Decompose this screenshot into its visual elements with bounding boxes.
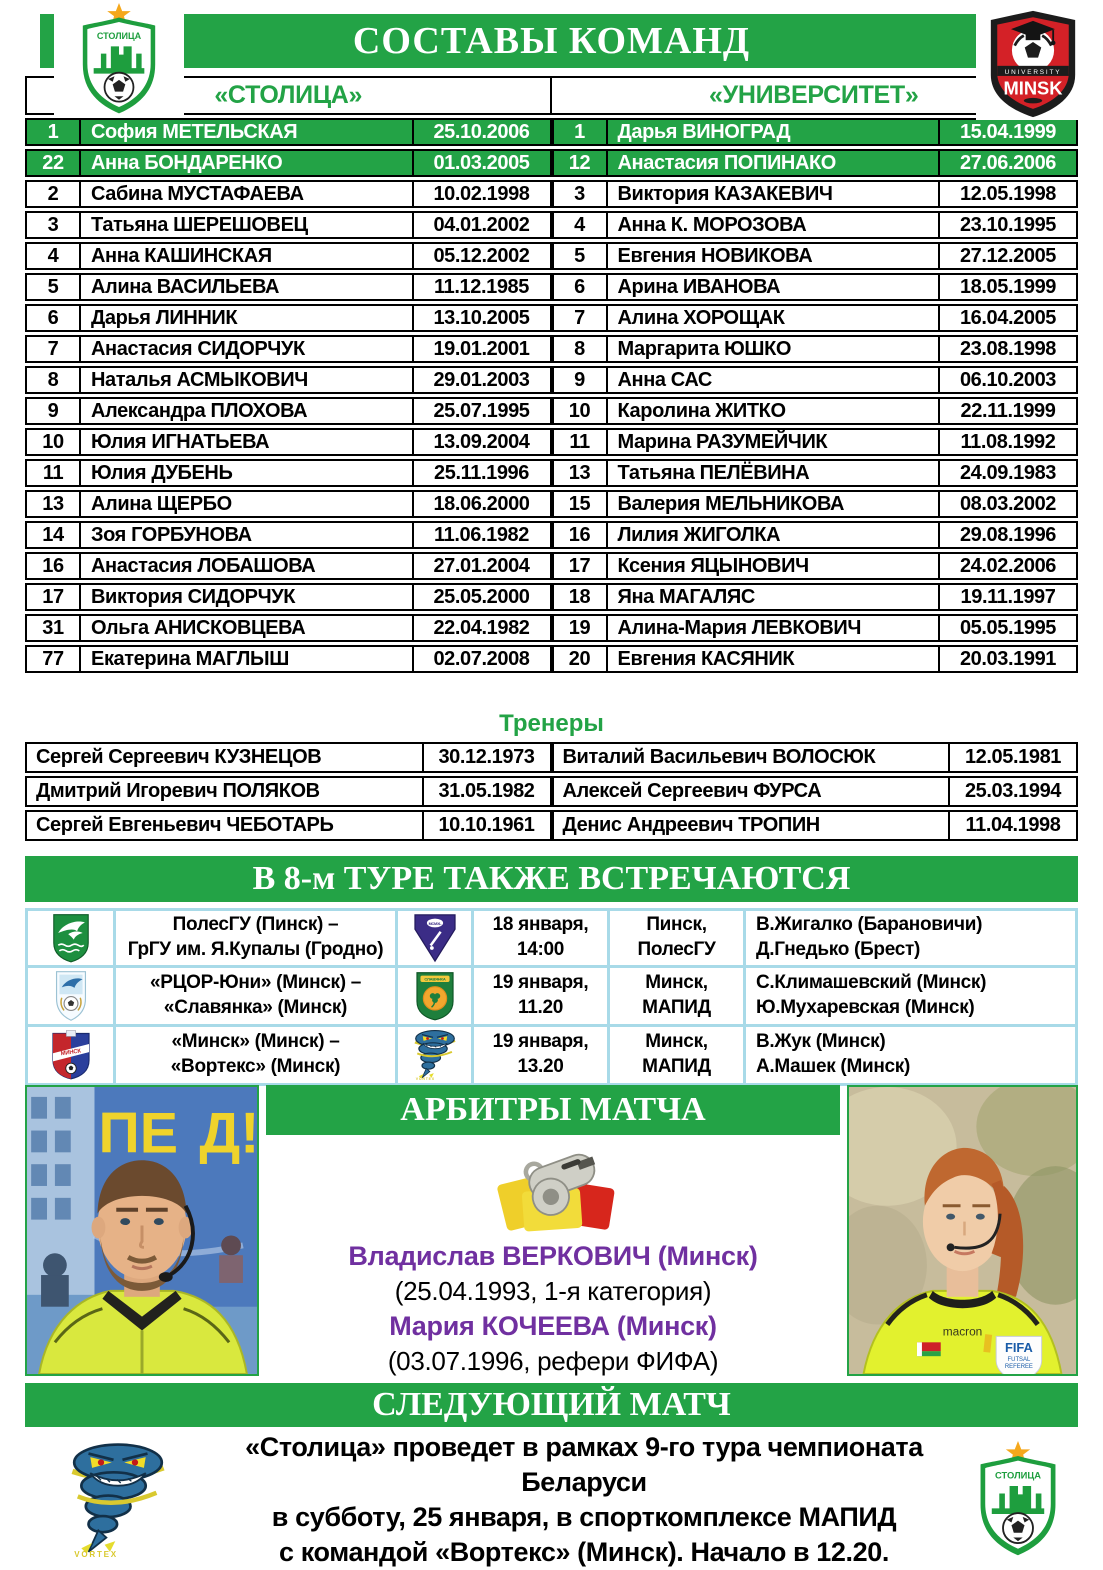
match-away-logo [397,967,473,1026]
player-number: 7 [574,306,585,329]
player-name: Ксения ЯЦЫНОВИЧ [606,554,939,578]
fc-minsk-logo [50,1030,92,1080]
player-dob: 25.07.1995 [412,399,550,423]
player-name: Екатерина МАГЛЫШ [79,647,412,671]
match-teams [115,1026,397,1085]
vortex-logo [25,1441,210,1559]
next-match-section [25,1430,1078,1570]
player-row [552,211,1079,239]
referee-photo-female [847,1085,1078,1376]
player-number: 20 [568,647,591,670]
player-number: 31 [42,616,64,639]
player-row [25,242,552,270]
player-row [25,583,552,611]
player-dob: 06.10.2003 [938,368,1076,392]
match-away-logo [397,910,473,967]
next-match-line-1: «Столица» проведет в рамках 9-го тура чемпионата Беларуси [245,1432,923,1497]
player-dob: 23.10.1995 [938,213,1076,237]
player-number: 22 [42,151,64,174]
player-name: Евгения НОВИКОВА [606,244,939,268]
player-number: 19 [568,616,591,639]
player-name: Анна К. МОРОЗОВА [606,213,939,237]
player-number: 17 [42,585,64,608]
match-home-logo [27,1026,115,1085]
match-referees-line: В.Жигалко (Барановичи) [756,914,983,936]
player-row [552,118,1079,146]
player-dob: 16.04.2005 [938,306,1076,330]
match-venue-line: Минск, [645,1031,708,1053]
player-name: Татьяна ПЕЛЁВИНА [606,461,939,485]
roster-left [25,118,552,673]
coach-name: Дмитрий Игоревич ПОЛЯКОВ [36,780,320,802]
player-row [552,428,1079,456]
match-row [27,1026,1077,1085]
slavyanka-logo [414,971,456,1021]
arbiters-section [25,1085,1078,1377]
player-number: 1 [47,120,59,143]
player-dob: 19.01.2001 [412,337,550,361]
match-venue-line: Пинск, [646,914,707,936]
player-number: 77 [42,647,64,670]
referee1-name: Владислав ВЕРКОВИЧ (Минск) [348,1241,758,1271]
grgu-kupaly-logo [412,913,458,963]
player-dob: 24.09.1983 [938,461,1076,485]
player-name: Анастасия ПОПИНАКО [606,151,939,175]
player-dob: 11.08.1992 [938,430,1076,454]
match-venue-line: МАПИД [642,1056,711,1077]
team-rosters-section [25,76,1078,673]
vortex-crest-icon [43,1441,193,1559]
match-teams-line: ГрГУ им. Я.Купалы (Гродно) [127,939,384,960]
player-dob: 11.12.1985 [412,275,550,299]
player-row [552,242,1079,270]
coach-dob: 12.05.1981 [948,744,1076,771]
player-dob: 18.06.2000 [412,492,550,516]
coach-name: Денис Андреевич ТРОПИН [562,814,820,836]
fc-stolitsa-logo [54,2,184,118]
player-dob: 05.05.1995 [938,616,1076,640]
player-row [552,614,1079,642]
match-teams-line: «Минск» (Минск) – [171,1031,340,1053]
player-number: 13 [42,492,64,515]
coach-row [25,810,552,841]
player-dob: 29.08.1996 [938,523,1076,547]
fc-stolitsa-logo-bottom [958,1441,1078,1559]
player-name: Каролина ЖИТКО [606,399,939,423]
player-dob: 05.12.2002 [412,244,550,268]
player-row [552,273,1079,301]
match-away-logo [397,1026,473,1085]
player-number: 4 [47,244,59,267]
coach-row [552,810,1079,841]
player-dob: 19.11.1997 [938,585,1076,609]
player-number: 16 [568,523,591,546]
coach-name: Алексей Сергеевич ФУРСА [562,780,822,802]
player-row [552,304,1079,332]
match-teams-line: «Славянка» (Минск) [163,997,348,1018]
page-title: СОСТАВЫ КОМАНД [40,14,1063,68]
match-teams-line: «Вортекс» (Минск) [170,1056,341,1077]
player-dob: 25.11.1996 [412,461,550,485]
match-venue-line: ПолесГУ [637,939,716,960]
player-number: 10 [568,399,591,422]
player-row [552,180,1079,208]
player-dob: 10.02.1998 [412,182,550,206]
match-datetime [473,1026,609,1085]
player-number: 2 [47,182,59,205]
player-row [552,397,1079,425]
player-row [25,490,552,518]
player-number: 11 [42,461,64,484]
match-referees [745,967,1077,1026]
player-row [25,428,552,456]
next-match-banner: СЛЕДУЮЩИЙ МАТЧ [25,1383,1078,1427]
player-row [25,397,552,425]
coach-dob: 30.12.1973 [422,744,550,771]
university-minsk-crest-icon [986,9,1080,119]
coach-row [552,776,1079,807]
whistle-cards-icon [468,1137,638,1237]
coaches-right [552,742,1079,841]
rcor-uni-logo [53,970,89,1022]
player-dob: 18.05.1999 [938,275,1076,299]
player-name: Анна САС [606,368,939,392]
player-row [552,583,1079,611]
player-dob: 08.03.2002 [938,492,1076,516]
female-referee-portrait-icon [849,1087,1076,1374]
male-referee-portrait-icon [27,1087,257,1374]
player-name: Евгения КАСЯНИК [606,647,939,671]
player-number: 3 [47,213,59,236]
player-row [25,645,552,673]
player-number: 9 [47,399,59,422]
player-row [552,149,1079,177]
player-name: Алина-Мария ЛЕВКОВИЧ [606,616,939,640]
player-number: 11 [569,430,590,453]
player-name: Виктория СИДОРЧУК [79,585,412,609]
player-row [25,521,552,549]
other-matches-table [25,908,1078,1086]
player-name: Александра ПЛОХОВА [79,399,412,423]
player-dob: 22.11.1999 [938,399,1076,423]
player-name: Маргарита ЮШКО [606,337,939,361]
player-number: 14 [42,523,64,546]
coach-dob: 31.05.1982 [422,778,550,805]
player-number: 6 [574,275,585,298]
match-datetime-line: 11.20 [518,997,563,1018]
player-number: 7 [47,337,59,360]
player-dob: 13.10.2005 [412,306,550,330]
player-name: Алина ЩЕРБО [79,492,412,516]
player-number: 8 [47,368,59,391]
player-number: 3 [574,182,585,205]
match-referees-line: Д.Гнедько (Брест) [756,939,921,960]
coach-dob: 25.03.1994 [948,778,1076,805]
match-venue [609,1026,745,1085]
player-name: Валерия МЕЛЬНИКОВА [606,492,939,516]
player-number: 10 [42,430,64,453]
match-row [27,967,1077,1026]
next-match-line-3: с командой «Вортекс» (Минск). Начало в 12.20. [279,1537,889,1567]
player-number: 9 [574,368,585,391]
coach-dob: 10.10.1961 [422,812,550,839]
next-match-line-2: в субботу, 25 января, в спорткомплексе МАПИД [271,1502,897,1532]
player-number: 16 [42,554,64,577]
coach-dob: 11.04.1998 [948,812,1076,839]
player-name: Марина РАЗУМЕЙЧИК [606,430,939,454]
polesgu-logo [51,913,91,963]
match-venue [609,910,745,967]
player-row [25,118,552,146]
coaches-left [25,742,552,841]
player-dob: 24.02.2006 [938,554,1076,578]
player-name: Анастасия ЛОБАШОВА [79,554,412,578]
coaches-section [25,742,1078,841]
match-referees-line: С.Климашевский (Минск) [756,972,987,994]
vortex-logo [412,1029,458,1081]
player-number: 12 [568,151,591,174]
match-home-logo [27,910,115,967]
university-minsk-logo [976,8,1090,120]
player-name: Арина ИВАНОВА [606,275,939,299]
coach-row [552,742,1079,773]
player-name: Юлия ИГНАТЬЕВА [79,430,412,454]
player-dob: 27.01.2004 [412,554,550,578]
player-row [25,211,552,239]
player-row [25,614,552,642]
coach-name: Сергей Сергеевич КУЗНЕЦОВ [36,746,322,768]
match-referees-line: Ю.Мухаревская (Минск) [756,997,975,1018]
team-name-left: «СТОЛИЦА» [25,76,552,115]
player-name: Татьяна ШЕРЕШОВЕЦ [79,213,412,237]
match-referees-line: А.Машек (Минск) [756,1056,911,1077]
referee2-info: (03.07.1996, рефери ФИФА) [387,1346,719,1376]
player-name: Анна БОНДАРЕНКО [79,151,412,175]
coach-row [25,776,552,807]
player-dob: 12.05.1998 [938,182,1076,206]
player-number: 17 [568,554,591,577]
match-teams-line: ПолесГУ (Пинск) – [172,914,339,936]
match-datetime [473,910,609,967]
player-dob: 27.06.2006 [938,151,1076,175]
player-dob: 27.12.2005 [938,244,1076,268]
coach-name: Виталий Васильевич ВОЛОСЮК [562,746,876,768]
fc-stolitsa-crest-icon [968,1441,1068,1559]
player-name: Анна КАШИНСКАЯ [79,244,412,268]
match-venue [609,967,745,1026]
player-dob: 20.03.1991 [938,647,1076,671]
match-teams-line: «РЦОР-Юни» (Минск) – [149,972,362,994]
player-name: Ольга АНИСКОВЦЕВА [79,616,412,640]
player-row [25,273,552,301]
tour-banner: В 8-м ТУРЕ ТАКЖЕ ВСТРЕЧАЮТСЯ [25,856,1078,902]
match-referees-line: В.Жук (Минск) [756,1031,886,1053]
coach-name: Сергей Евгеньевич ЧЕБОТАРЬ [36,814,334,836]
player-dob: 04.01.2002 [412,213,550,237]
player-row [25,552,552,580]
player-name: Сабина МУСТАФАЕВА [79,182,412,206]
player-row [552,521,1079,549]
roster-right [552,118,1079,673]
match-referees [745,910,1077,967]
arbiters-banner: АРБИТРЫ МАТЧА [266,1085,840,1135]
player-row [25,459,552,487]
player-name: Лилия ЖИГОЛКА [606,523,939,547]
match-datetime-line: 14:00 [516,939,565,960]
player-dob: 11.06.1982 [412,523,550,547]
player-dob: 02.07.2008 [412,647,550,671]
match-home-logo [27,967,115,1026]
player-name: Юлия ДУБЕНЬ [79,461,412,485]
player-name: Наталья АСМЫКОВИЧ [79,368,412,392]
player-number: 18 [568,585,591,608]
player-number: 5 [574,244,585,267]
player-name: Дарья ВИНОГРАД [606,120,939,144]
player-row [552,645,1079,673]
player-dob: 25.10.2006 [412,120,550,144]
match-datetime-line: 18 января, [492,914,589,936]
player-name: Зоя ГОРБУНОВА [79,523,412,547]
player-dob: 01.03.2005 [412,151,550,175]
team-name-right: «УНИВЕРСИТЕТ» [550,76,1079,115]
player-dob: 13.09.2004 [412,430,550,454]
match-teams [115,910,397,967]
player-name: Дарья ЛИННИК [79,306,412,330]
player-name: Виктория КАЗАКЕВИЧ [606,182,939,206]
player-row [25,180,552,208]
next-match-text [210,1430,958,1570]
player-number: 6 [47,306,59,329]
match-venue-line: МАПИД [642,997,711,1018]
player-row [25,149,552,177]
match-datetime-line: 19 января, [492,1031,589,1053]
coaches-heading: Тренеры [499,710,604,737]
referee2-name: Мария КОЧЕЕВА (Минск) [389,1311,717,1341]
player-row [25,366,552,394]
player-number: 1 [574,120,585,143]
player-row [552,366,1079,394]
player-row [25,335,552,363]
match-datetime-line: 19 января, [492,972,589,994]
match-datetime-line: 13.20 [517,1056,564,1077]
match-row [27,910,1077,967]
player-number: 4 [574,213,585,236]
player-dob: 29.01.2003 [412,368,550,392]
fc-stolitsa-crest-icon [61,3,177,117]
player-name: Алина ВАСИЛЬЕВА [79,275,412,299]
player-number: 15 [568,492,591,515]
player-row [552,490,1079,518]
player-number: 13 [568,461,591,484]
player-dob: 25.05.2000 [412,585,550,609]
player-name: Алина ХОРОЩАК [606,306,939,330]
player-dob: 22.04.1982 [412,616,550,640]
player-name: Яна МАГАЛЯС [606,585,939,609]
player-dob: 15.04.1999 [938,120,1076,144]
player-name: Анастасия СИДОРЧУК [79,337,412,361]
player-dob: 23.08.1998 [938,337,1076,361]
player-number: 5 [47,275,59,298]
match-datetime [473,967,609,1026]
player-row [25,304,552,332]
match-referees [745,1026,1077,1085]
match-teams [115,967,397,1026]
player-row [552,459,1079,487]
referee1-info: (25.04.1993, 1-я категория) [394,1276,712,1306]
player-row [552,335,1079,363]
player-number: 8 [574,337,585,360]
match-venue-line: Минск, [645,972,708,994]
player-row [552,552,1079,580]
referee-photo-male [25,1085,259,1376]
player-name: София МЕТЕЛЬСКАЯ [79,120,412,144]
coach-row [25,742,552,773]
